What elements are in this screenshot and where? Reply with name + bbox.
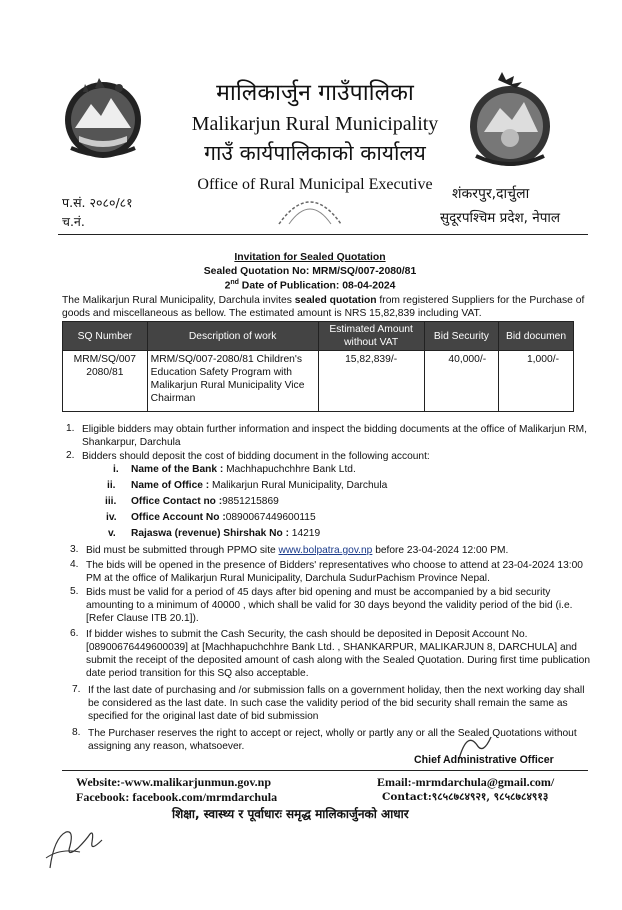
publication-date: 2nd Date of Publication: 08-04-2024: [224, 279, 396, 292]
signature-title: Chief Administrative Officer: [414, 754, 554, 766]
item-8-number: 8.: [72, 727, 81, 738]
col-bid-document: Bid documen: [499, 322, 574, 351]
office-stamp: [275, 186, 345, 226]
handwritten-signature: [40, 818, 110, 878]
item-7-number: 7.: [72, 684, 81, 695]
item-1-number: 1.: [66, 423, 75, 434]
cell-description: MRM/SQ/007-2080/81 Children's Education Safety Program with Malikarjun Rural Municipality Vice Chairman: [147, 351, 318, 412]
title-nepali: मालिकार्जुन गाउँपालिका: [216, 80, 414, 106]
cell-sq-number: MRM/SQ/007 2080/81: [63, 351, 148, 412]
quotation-number: Sealed Quotation No: MRM/SQ/007-2080/81: [203, 266, 417, 277]
item-5: Bids must be valid for a period of 45 days after bid opening and must be accompanied by a bid security amounting to a minimum of 40000 , which shall be valid for 30 days beyond the validity period of the bid (i.e. [Refer Clause ITB 20.1]).: [86, 587, 573, 624]
col-description: Description of work: [147, 322, 318, 351]
item-6-number: 6.: [70, 628, 79, 639]
item-3-number: 3.: [70, 544, 79, 555]
item-8: The Purchaser reserves the right to accept or reject, wholly or partly any or all the Sealed Quotations without assigning any reason, whatsoever.: [88, 728, 577, 752]
reference-number: प.सं. २०८०/८१: [62, 195, 133, 210]
item-2: Bidders should deposit the cost of bidding document in the following account:: [82, 451, 430, 462]
item-2-number: 2.: [66, 450, 75, 461]
account-number: iv. Office Account No :0890067449600115: [106, 512, 316, 523]
office-nepali: गाउँ कार्यपालिकाको कार्यालय: [204, 141, 426, 165]
revenue-shirshak-no: v. Rajaswa (revenue) Shirshak No : 14219: [108, 528, 321, 539]
title-english: Malikarjun Rural Municipality: [191, 113, 439, 135]
notice-heading: Invitation for Sealed Quotation: [234, 252, 386, 263]
dispatch-number: च.नं.: [62, 214, 85, 229]
bolpatra-link[interactable]: www.bolpatra.gov.np: [278, 545, 373, 556]
item-5-number: 5.: [70, 586, 79, 597]
col-bid-security: Bid Security: [424, 322, 499, 351]
office-english: Office of Rural Municipal Executive: [197, 176, 433, 193]
table-header-row: [63, 322, 574, 351]
item-4: The bids will be opened in the presence of Bidders' representatives who choose to attend at 23-04-2024 13:00 PM at the office of Malikarjun Rural Municipality, Darchula SudurPachism Province Nepal.: [86, 560, 583, 584]
footer-email: Email:-mrmdarchula@gmail.com/: [377, 775, 555, 789]
cell-estimated-amount: 15,82,839/-: [318, 351, 424, 412]
footer-contact: Contact:९८५८७८४९२१, ९८५८७८४९१३: [382, 791, 549, 803]
item-3: Bid must be submitted through PPMO site www.bolpatra.gov.np before 23-04-2024 12:00 PM.: [86, 545, 509, 556]
item-4-number: 4.: [70, 559, 79, 570]
address-line-1: शंकरपुर,दार्चुला: [452, 186, 530, 202]
account-contact-no: iii. Office Contact no :9851215869: [105, 496, 279, 507]
footer-website: Website:-www.malikarjunmun.gov.np: [76, 775, 272, 789]
footer-slogan: शिक्षा, स्वास्थ्य र पूर्वाधारः समृद्ध मालिकार्जुनको आधार: [172, 807, 409, 821]
cell-bid-security: 40,000/-: [424, 351, 499, 412]
cell-bid-document: 1,000/-: [499, 351, 574, 412]
header-divider: [58, 234, 588, 235]
bid-table: [62, 321, 574, 412]
item-6: If bidder wishes to submit the Cash Security, the cash should be deposited in Deposit Account No.[08900676449600039] at [Machhapuchchhre Bank Ltd. , SHANKARPUR, MALIKARJUN 8, DARCHULA] and submit the receipt of the deposited amount of cash along with the Sealed Quotation. During first time publication date period transition for this SQ also acceptable.: [86, 629, 591, 679]
footer-facebook: Facebook: facebook.com/mrmdarchula: [76, 790, 278, 804]
account-office-name: ii. Name of Office : Malikarjun Rural Municipality, Darchula: [107, 480, 388, 491]
col-sq-number: SQ Number: [63, 322, 148, 351]
item-1: Eligible bidders may obtain further information and inspect the bidding documents at the office of Malikarjun RM, Shankarpur, Darchula: [82, 424, 587, 448]
footer-divider: [62, 770, 588, 771]
intro-paragraph: The Malikarjun Rural Municipality, Darchula invites sealed quotation from registered Suppliers for the Purchase of goods and miscellaneous as bellow. The estimated amount is NRS 15,82,839 including VAT.: [62, 295, 585, 319]
nepal-emblem-logo: [55, 70, 151, 166]
account-bank-name: i. Name of the Bank : Machhapuchchhre Bank Ltd.: [113, 464, 356, 475]
table-row: [63, 351, 574, 412]
address-line-2: सुदूरपश्चिम प्रदेश, नेपाल: [440, 210, 561, 226]
item-7: If the last date of purchasing and /or submission falls on a government holiday, then the next working day shall be considered as the last date. In such case the validity period of the bid security shall remain the same as specified for the original last date of bid submission: [88, 685, 585, 722]
col-estimated-amount: Estimated Amount without VAT: [318, 322, 424, 351]
